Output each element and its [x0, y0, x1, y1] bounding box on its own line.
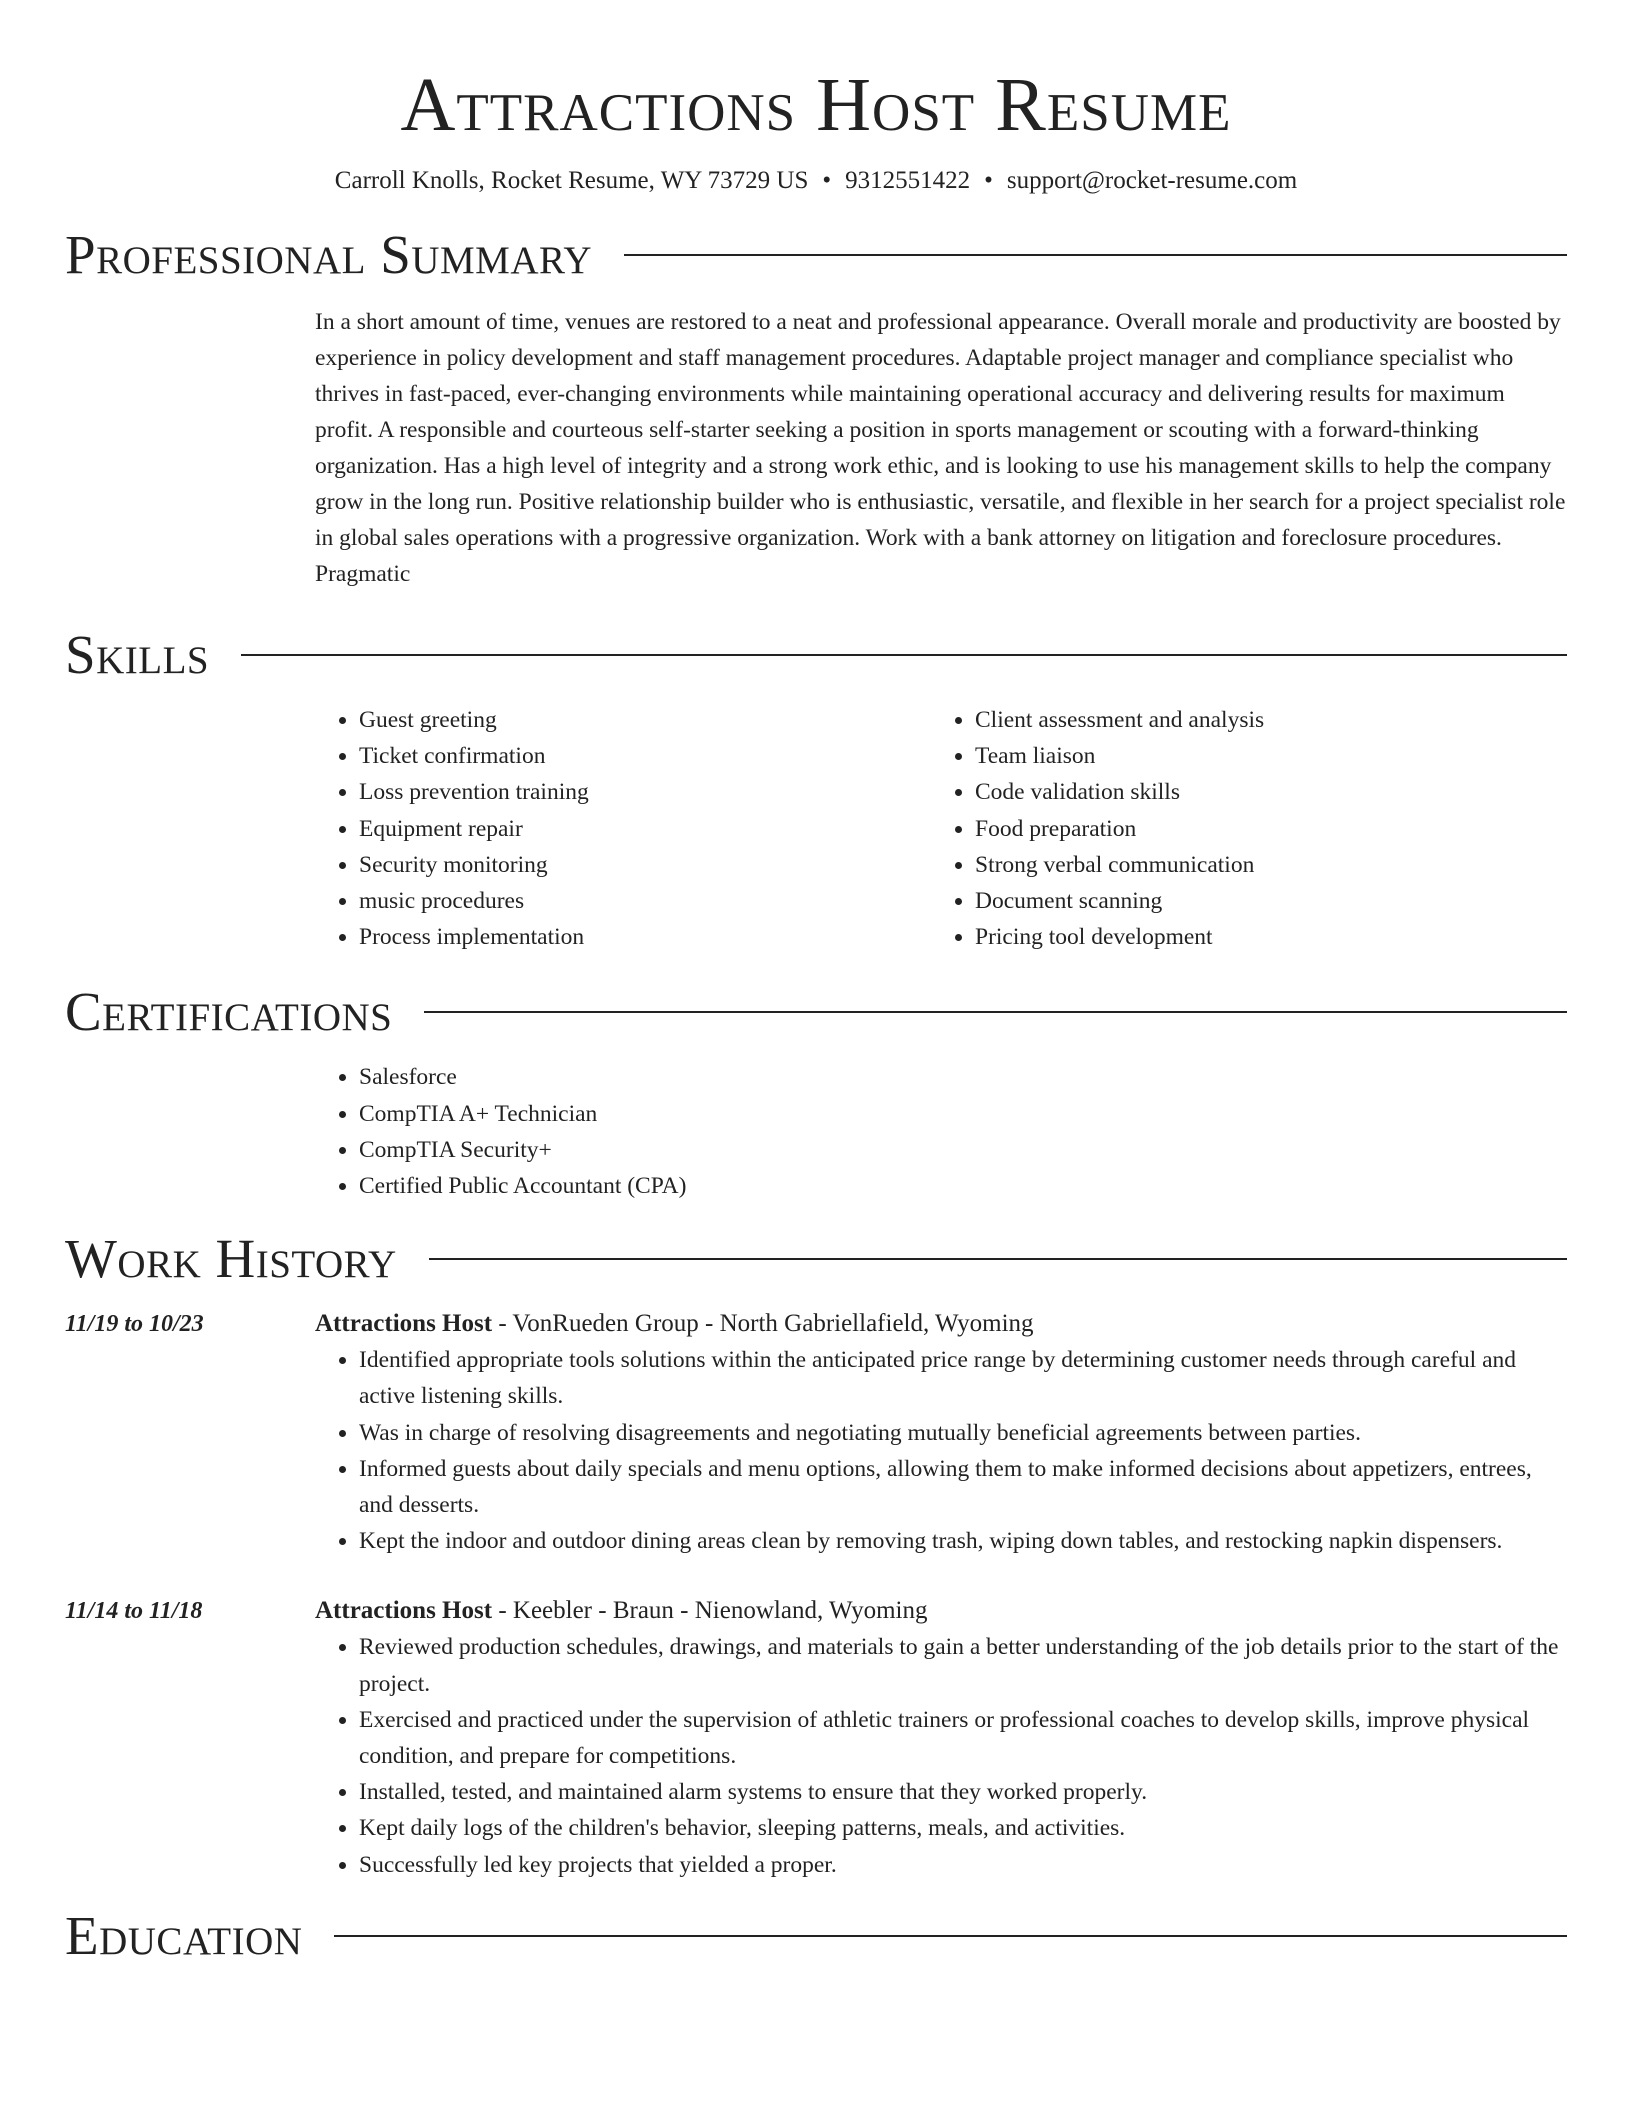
skill-item: • Process implementation — [359, 919, 931, 955]
summary-heading: Professional Summary — [65, 224, 593, 285]
job-header — [315, 1306, 1567, 1342]
summary-body — [315, 304, 1567, 592]
contact-separator: • — [822, 167, 832, 194]
job-employer: - VonRueden Group - North Gabriellafield, Wyoming — [492, 1310, 1034, 1338]
contact-line — [65, 166, 1567, 196]
certification-item: • Salesforce — [359, 1059, 1567, 1095]
skills-column-left — [315, 702, 931, 955]
job-bullet: • Was in charge of resolving disagreements and negotiating mutually beneficial agreements between parties. — [359, 1415, 1567, 1451]
job-dates: 11/19 to 10/23 — [65, 1311, 204, 1338]
skill-item: • music procedures — [359, 883, 931, 919]
skill-item: • Pricing tool development — [975, 919, 1547, 955]
contact-email: support@rocket-resume.com — [1006, 167, 1298, 194]
contact-phone: 9312551422 — [845, 167, 971, 194]
summary-section-header — [65, 222, 1567, 288]
skills-column-right — [931, 702, 1547, 955]
job-bullet: • Successfully led key projects that yielded a proper. — [359, 1847, 1567, 1883]
section-divider — [334, 1935, 1567, 1937]
job-title: Attractions Host — [315, 1310, 493, 1338]
skill-item: • Security monitoring — [359, 847, 931, 883]
job-entry — [65, 1593, 1567, 1882]
job-header — [315, 1593, 1567, 1629]
skills-heading: Skills — [65, 624, 210, 685]
section-divider — [424, 1011, 1567, 1013]
job-details — [315, 1306, 1567, 1559]
certifications-section-header — [65, 979, 1567, 1045]
certification-item: • CompTIA Security+ — [359, 1132, 1567, 1168]
job-employer: - Keebler - Braun - Nienowland, Wyoming — [492, 1597, 928, 1625]
certifications-heading: Certifications — [65, 981, 393, 1043]
resume-title: Attractions Host Resume — [400, 63, 1232, 147]
job-bullet: • Exercised and practiced under the supervision of athletic trainers or professional coaches to develop skills, improve physical condition, and prepare for competitions. — [359, 1702, 1567, 1774]
skill-item: • Ticket confirmation — [359, 738, 931, 774]
summary-text: In a short amount of time, venues are restored to a neat and professional appearance. Overall morale and productivity are boosted by experience in policy development and staff management procedures. Adaptable project manager and compliance specialist who thrives in fast-paced, ever-changing environments while maintaining operational accuracy and delivering results for maximum profit. A responsible and courteous self-starter seeking a position in sports management or scouting with a forward-thinking organization. Has a high level of integrity and a strong work ethic, and is looking to use his management skills to help the company grow in the long run. Positive relationship builder who is enthusiastic, versatile, and flexible in her search for a project specialist role in global sales operations with a progressive organization. Work with a bank attorney on litigation and foreclosure procedures. Pragmatic — [315, 309, 1566, 587]
job-title: Attractions Host — [315, 1597, 493, 1625]
job-bullet: • Installed, tested, and maintained alarm systems to ensure that they worked properly. — [359, 1774, 1567, 1810]
section-divider — [624, 254, 1567, 256]
job-bullet: • Informed guests about daily specials and menu options, allowing them to make informed decisions about appetizers, entrees, and desserts. — [359, 1451, 1567, 1523]
job-entry — [65, 1306, 1567, 1559]
work-history-section-header — [65, 1226, 1567, 1292]
job-dates: 11/14 to 11/18 — [65, 1598, 203, 1625]
certifications-list — [315, 1059, 1567, 1204]
skill-item: • Food preparation — [975, 811, 1547, 847]
skill-item: • Equipment repair — [359, 811, 931, 847]
job-details — [315, 1593, 1567, 1882]
job-bullet: • Identified appropriate tools solutions within the anticipated price range by determining customer needs through careful and active listening skills. — [359, 1342, 1567, 1414]
certification-item: • Certified Public Accountant (CPA) — [359, 1168, 1567, 1204]
skills-list-right — [931, 702, 1547, 955]
skills-grid — [315, 702, 1567, 955]
certifications-body — [315, 1059, 1567, 1204]
education-section-header — [65, 1903, 1567, 1969]
job-bullet: • Kept daily logs of the children's behavior, sleeping patterns, meals, and activities. — [359, 1810, 1567, 1846]
job-bullet: • Reviewed production schedules, drawings, and materials to gain a better understanding of the job details prior to the start of the project. — [359, 1629, 1567, 1701]
skill-item: • Team liaison — [975, 738, 1547, 774]
education-heading: Education — [65, 1904, 303, 1966]
certification-item: • CompTIA A+ Technician — [359, 1096, 1567, 1132]
skill-item: • Code validation skills — [975, 774, 1547, 810]
skills-section-header — [65, 622, 1567, 688]
contact-separator: • — [984, 167, 993, 194]
skill-item: • Document scanning — [975, 883, 1547, 919]
skill-item: • Loss prevention training — [359, 774, 931, 810]
job-bullets — [315, 1629, 1567, 1882]
job-bullet: • Kept the indoor and outdoor dining areas clean by removing trash, wiping down tables, and restocking napkin dispensers. — [359, 1523, 1567, 1559]
section-divider — [429, 1258, 1567, 1260]
skill-item: • Guest greeting — [359, 702, 931, 738]
skills-list-left — [315, 702, 931, 955]
section-divider — [241, 654, 1567, 656]
skill-item: • Client assessment and analysis — [975, 702, 1547, 738]
job-bullets — [315, 1342, 1567, 1559]
work-history-heading: Work History — [65, 1228, 397, 1290]
skill-item: • Strong verbal communication — [975, 847, 1547, 883]
contact-address: Carroll Knolls, Rocket Resume, WY 73729 US — [334, 167, 809, 194]
